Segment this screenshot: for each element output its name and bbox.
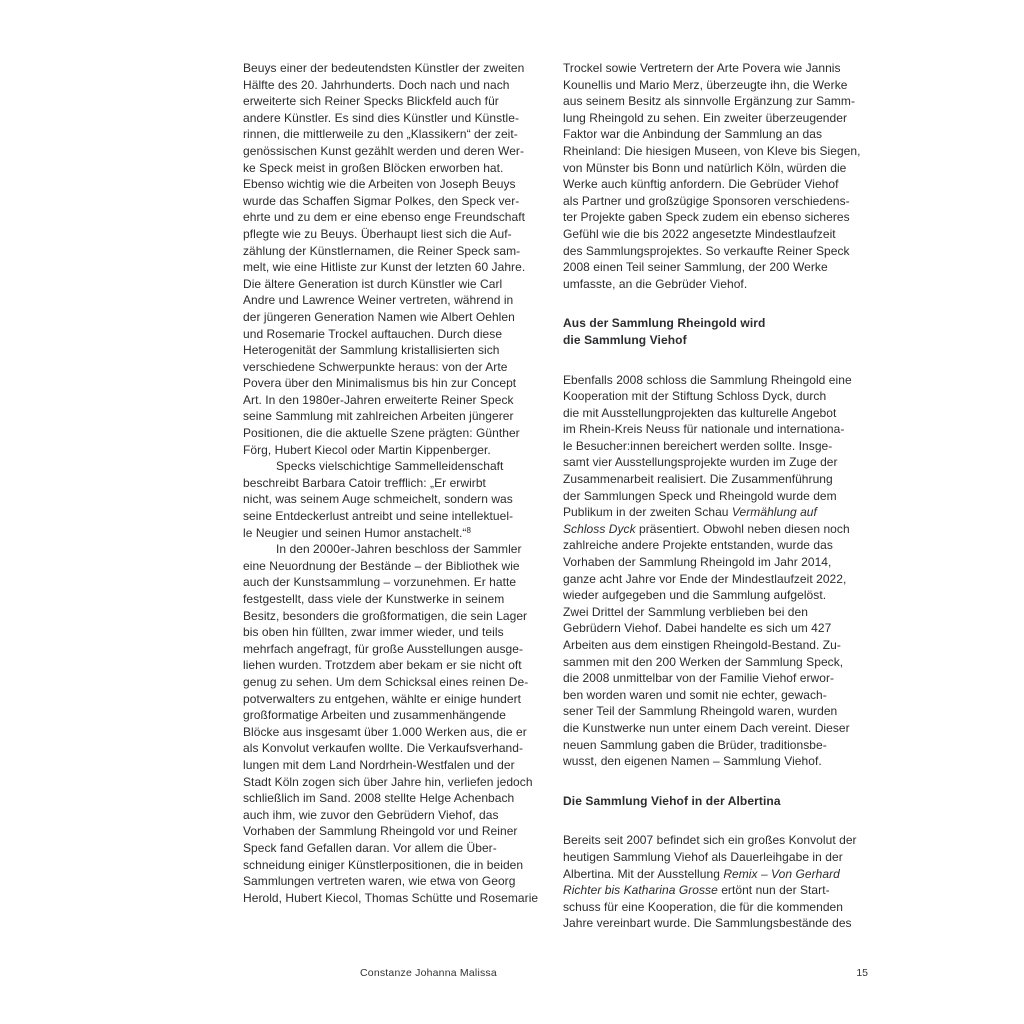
- text-line: Bereits seit 2007 befindet sich ein großes Konvolut der: [563, 833, 857, 848]
- text-line: Die Sammlung Viehof in der Albertina: [563, 793, 781, 808]
- text-line: Ebenfalls 2008 schloss die Sammlung Rheingold eine: [563, 372, 852, 387]
- text-line: zahlreiche andere Projekte entstanden, wurde das: [563, 538, 833, 553]
- text-line: Vorhaben der Sammlung Rheingold im Jahr 2014,: [563, 555, 832, 570]
- text-column-left: [243, 60, 543, 906]
- text-line: der Sammlungen Speck und Rheingold wurde dem: [563, 488, 837, 503]
- text-line: rinnen, die mittlerweile zu den „Klassikern“ der zeit-: [243, 127, 518, 142]
- paragraph: [563, 60, 868, 292]
- text-line: Förg, Hubert Kiecol oder Martin Kippenberger.: [243, 442, 491, 457]
- text-line: Die ältere Generation ist durch Künstler wie Carl: [243, 276, 503, 291]
- text-line: Povera über den Minimalismus bis hin zur Concept: [243, 376, 517, 391]
- text-line: seine Sammlung mit zahlreichen Arbeiten jüngerer: [243, 409, 514, 424]
- text-line: Ebenso wichtig wie die Arbeiten von Joseph Beuys: [243, 177, 516, 192]
- text-line: Gebrüdern Viehof. Dabei handelte es sich um 427: [563, 621, 832, 636]
- text-line: heutigen Sammlung Viehof als Dauerleihgabe in der: [563, 849, 843, 864]
- text-line: Kounellis und Mario Merz, überzeugte ihn, die Werke: [563, 77, 848, 92]
- text-line: Albertina. Mit der Ausstellung Remix – Von Gerhard: [563, 866, 840, 881]
- text-line: auch ihm, wie zuvor den Gebrüdern Viehof, das: [243, 807, 499, 822]
- text-line: zählung der Künstlernamen, die Reiner Speck sam-: [243, 243, 521, 258]
- text-line: die mit Ausstellungprojekten das kulturelle Angebot: [563, 405, 837, 420]
- text-line: aus seinem Besitz als sinnvolle Ergänzung zur Samm-: [563, 94, 856, 109]
- text-line: lung Rheingold zu sehen. Ein zweiter überzeugender: [563, 110, 848, 125]
- text-line: Specks vielschichtige Sammelleidenschaft: [276, 459, 504, 474]
- text-line: schuss für eine Kooperation, die für die kommenden: [563, 899, 843, 914]
- text-line: verschiedene Schwerpunkte heraus: von der Arte: [243, 359, 508, 374]
- text-line: auch der Kunstsammlung – vorzunehmen. Er hatte: [243, 575, 517, 590]
- text-line: Gefühl wie die bis 2022 angesetzte Mindestlaufzeit: [563, 226, 836, 241]
- text-line: wurde das Schaffen Sigmar Polkes, den Speck ver-: [243, 193, 520, 208]
- section-heading: [563, 315, 868, 348]
- text-line: potverwalters zu entgehen, wählte er einige hundert: [243, 691, 522, 706]
- text-line: le Besucher:innen bereichert werden sollte. Insge-: [563, 438, 833, 453]
- page-number: 15: [856, 967, 868, 979]
- text-line: pflegte wie zu Beuys. Überhaupt liest sich die Auf-: [243, 226, 512, 241]
- text-line: bis oben hin füllten, zwar immer wieder, und teils: [243, 625, 504, 640]
- text-line: erweiterte sich Reiner Specks Blickfeld auch für: [243, 94, 499, 109]
- text-line: lungen mit dem Land Nordrhein-Westfalen und der: [243, 757, 515, 772]
- paragraph: [243, 458, 543, 541]
- text-line: genössischen Kunst gezählt werden und deren Wer-: [243, 143, 525, 158]
- text-line: Art. In den 1980er-Jahren erweiterte Reiner Speck: [243, 392, 514, 407]
- text-line: ter Projekte gaben Speck zudem ein ebenso sicheres: [563, 210, 850, 225]
- text-line: sammen mit den 200 Werken der Sammlung Speck,: [563, 654, 844, 669]
- text-line: liehen wurden. Trotzdem aber bekam er sie nicht oft: [243, 658, 522, 673]
- text-line: Faktor war die Anbindung der Sammlung an das: [563, 127, 823, 142]
- text-line: le Neugier und seinen Humor anstachelt.“$^8$: [243, 525, 472, 540]
- text-line: Rheinland: Die hiesigen Museen, von Kleve bis Siegen,: [563, 143, 861, 158]
- text-line: mehrfach angefragt, für große Ausstellungen ausge-: [243, 641, 523, 656]
- text-line: nicht, was seinem Auge schmeichelt, sondern was: [243, 492, 513, 507]
- text-line: ke Speck meist in großen Blöcken erworben hat.: [243, 160, 504, 175]
- text-line: Andre und Lawrence Weiner vertreten, während in: [243, 293, 514, 308]
- text-column-right: [563, 60, 868, 932]
- text-line: die 2008 unmittelbar von der Familie Viehof erwor-: [563, 671, 835, 686]
- text-line: sener Teil der Sammlung Rheingold waren, wurden: [563, 704, 838, 719]
- text-line: die Sammlung Viehof: [563, 332, 687, 347]
- text-line: Arbeiten aus dem einstigen Rheingold-Bestand. Zu-: [563, 638, 841, 652]
- text-line: 2008 einen Teil seiner Sammlung, der 200 Werke: [563, 260, 828, 275]
- text-line: eine Neuordnung der Bestände – der Bibliothek wie: [243, 558, 520, 573]
- text-line: Blöcke aus insgesamt über 1.000 Werken aus, die er: [243, 724, 527, 739]
- text-line: Kooperation mit der Stiftung Schloss Dyck, durch: [563, 389, 827, 404]
- text-line: festgestellt, dass viele der Kunstwerke in seinem: [243, 592, 505, 606]
- text-line: im Rhein-Kreis Neuss für nationale und internationa-: [563, 422, 845, 437]
- text-line: wieder aufgegeben und die Sammlung aufgelöst.: [563, 588, 827, 603]
- paragraph: [243, 541, 543, 906]
- text-line: beschreibt Barbara Catoir trefflich: „Er erwirbt: [243, 475, 486, 490]
- text-line: samt vier Ausstellungsprojekte wurden im Zuge der: [563, 455, 838, 470]
- text-line: Schloss Dyck präsentiert. Obwohl neben diesen noch: [563, 521, 850, 536]
- text-line: Beuys einer der bedeutendsten Künstler der zweiten: [243, 61, 525, 75]
- text-line: ganze acht Jahre vor Ende der Mindestlaufzeit 2022,: [563, 571, 847, 586]
- text-line: als Partner und großzügige Sponsoren verschiedens-: [563, 193, 850, 208]
- section-heading: [563, 793, 868, 810]
- text-line: Vorhaben der Sammlung Rheingold vor und Reiner: [243, 824, 518, 839]
- text-line: Positionen, die die aktuelle Szene prägten: Günther: [243, 426, 520, 441]
- text-line: seine Entdeckerlust antreibt und seine intellektuel-: [243, 509, 514, 524]
- text-line: schließlich im Sand. 2008 stellte Helge Achenbach: [243, 791, 515, 806]
- text-line: des Sammlungsprojektes. So verkaufte Reiner Speck: [563, 243, 850, 258]
- text-line: die Kunstwerke nun unter einem Dach vereint. Dieser: [563, 720, 850, 735]
- text-line: ben worden waren und somit nie echter, gewach-: [563, 687, 827, 702]
- text-line: Zwei Drittel der Sammlung verblieben bei den: [563, 604, 808, 619]
- text-line: Speck fand Gefallen daran. Vor allem die Über-: [243, 840, 497, 855]
- text-line: Trockel sowie Vertretern der Arte Povera wie Jannis: [563, 61, 841, 75]
- text-line: melt, wie eine Hitliste zur Kunst der letzten 60 Jahre.: [243, 260, 526, 275]
- text-line: großformatige Arbeiten und zusammenhängende: [243, 708, 506, 723]
- text-line: von Münster bis Bonn und natürlich Köln, würden die: [563, 160, 847, 175]
- text-line: schneidung einiger Künstlerpositionen, die in beiden: [243, 857, 524, 872]
- text-line: Stadt Köln zogen sich über Jahre hin, verliefen jedoch: [243, 774, 533, 789]
- paragraph: [563, 832, 868, 932]
- text-line: Heterogenität der Sammlung kristallisierten sich: [243, 343, 500, 358]
- text-line: Hälfte des 20. Jahrhunderts. Doch nach und nach: [243, 77, 510, 92]
- text-line: Besitz, besonders die großformatigen, die sein Lager: [243, 608, 528, 623]
- text-line: Aus der Sammlung Rheingold wird: [563, 316, 766, 331]
- text-line: Jahre vereinbart wurde. Die Sammlungsbestände des: [563, 916, 852, 931]
- text-line: Richter bis Katharina Grosse ertönt nun der Start-: [563, 883, 830, 898]
- text-line: Werke auch künftig anfordern. Die Gebrüder Viehof: [563, 177, 839, 192]
- text-line: und Rosemarie Trockel auftauchen. Durch diese: [243, 326, 503, 341]
- paragraph: [243, 60, 543, 458]
- text-line: wusst, den eigenen Namen – Sammlung Viehof.: [563, 754, 822, 769]
- text-line: andere Künstler. Es sind dies Künstler und Künstle-: [243, 110, 520, 125]
- text-line: In den 2000er-Jahren beschloss der Sammler: [276, 542, 522, 557]
- text-line: Publikum in der zweiten Schau Vermählung auf: [563, 505, 817, 520]
- text-line: Sammlungen vertreten waren, wie etwa von Georg: [243, 874, 516, 889]
- footnote-marker: 8: [466, 525, 472, 535]
- text-line: als Konvolut verkaufen wollte. Die Verkaufsverhand-: [243, 741, 524, 756]
- text-line: Herold, Hubert Kiecol, Thomas Schütte und Rosemarie: [243, 890, 539, 905]
- text-line: genug zu sehen. Um dem Schicksal eines reinen De-: [243, 674, 529, 689]
- paragraph: [563, 372, 868, 770]
- text-line: der jüngeren Generation Namen wie Albert Oehlen: [243, 309, 515, 324]
- footer-author: Constanze Johanna Malissa: [360, 967, 497, 979]
- text-line: umfasste, an die Gebrüder Viehof.: [563, 276, 748, 291]
- text-line: Zusammenarbeit realisiert. Die Zusammenführung: [563, 472, 833, 487]
- text-line: ehrte und zu dem er eine ebenso enge Freundschaft: [243, 210, 525, 225]
- text-line: neuen Sammlung gaben die Brüder, traditionsbe-: [563, 737, 827, 752]
